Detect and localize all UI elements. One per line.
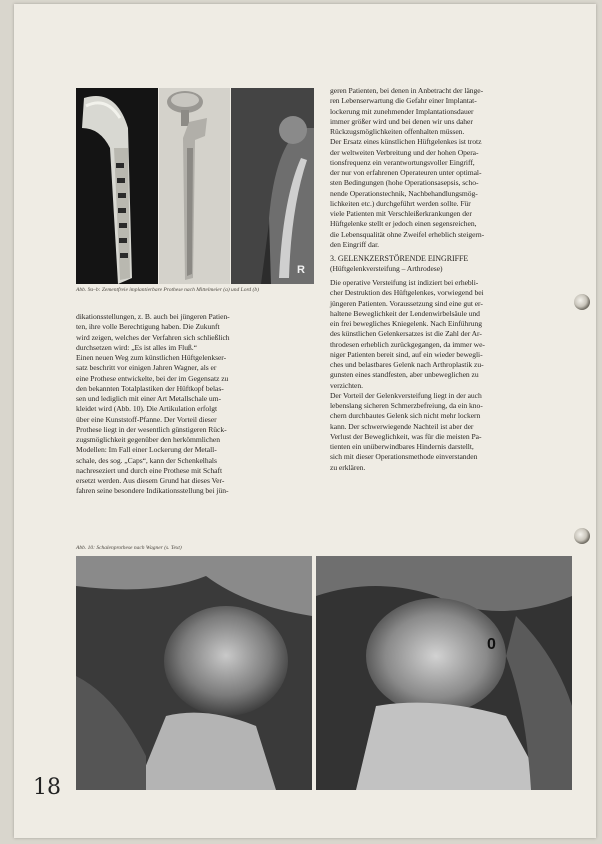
text-line: eine Prothese entwickelte, bei der im Gegensatz zu [76,373,229,383]
text-line: zu erklären. [330,462,366,472]
figure-top-caption: Abb. 9a–b: Zementfreie implantierbare Prothese nach Mittelmeier (a) und Lord (b) [76,287,259,293]
text-line: chern durchbautes Gelenk sich nicht mehr lockern [330,411,481,421]
text-line: schale, des sog. „Caps“, kann der Schenkelhals [76,455,217,465]
section-heading: 3. GELENKZERSTÖRENDE EINGRIFFE [330,254,469,263]
text-line: den bekannten Totalplastiken der Hüftkopf belas- [76,383,224,393]
text-line: zugsmöglichkeit gegenüber den herkömmlichen [76,435,220,444]
text-line: kleidet wird (Abb. 10). Die Artikulation erfolgt [76,404,218,414]
page-number: 18 [33,775,61,800]
text-line: Einen neuen Weg zum künstlichen Hüftgelenkser- [76,353,227,362]
text-line: throdesen erheblich zurückgegangen, da immer we- [330,339,485,349]
left-column-text [76,312,316,497]
text-line: kann. Der schwerwiegende Nachteil ist aber der [330,421,474,431]
xray-side-marker: R [297,264,305,276]
text-line: immer größer wird und bei denen wir uns daher [330,116,473,126]
text-line: tienten ein unüberwindbares Hindernis darstellt, [330,442,474,451]
text-line: lichkeiten etc.) durchgeführt werden sollte. Für [330,198,471,208]
text-line: Modellen: Im Fall einer Lockerung der Metall- [76,445,217,455]
text-line: den Eingriff dar. [330,239,379,249]
text-line: nachreseziert und durch eine Prothese mit Schaft [76,465,223,475]
text-line: Die operative Versteifung ist indiziert bei erhebli- [330,278,479,287]
text-line: der weltweiten Verbreitung und der hohen Opera- [330,147,479,157]
text-line: nende Operationstechnik, Nachbehandlungsmög- [330,188,478,198]
text-line: verzichten. [330,380,363,390]
text-line: geren Patienten, bei denen in Anbetracht der länge- [330,86,484,95]
text-line: viele Patienten mit Verschleißerkrankungen der [330,209,472,218]
text-line: Hüftgelenke stellt er jedoch einen segensreichen, [330,219,477,229]
text-line: ten, ihre volle Berechtigung haben. Die Zukunft [76,322,220,332]
text-line: sen und lediglich mit einer Art Metallschale um- [76,394,222,403]
text-line: Der Vorteil der Gelenkversteifung liegt in der auch [330,390,482,400]
xray-photo-left [76,556,312,790]
text-line: ren Lebenserwartung die Gefahr einer Implantat- [330,96,477,106]
text-line: lockerung mit zunehmender Implantationsdauer [330,106,474,116]
text-line: fahren seine besondere Indikationsstellung bei jün- [76,486,229,496]
text-line: satz beschritt vor einigen Jahren Wagner, als er [76,363,217,373]
text-line: gunsten eines standfesten, aber unbeweglichen zu [330,370,479,380]
xray-photo-hip [231,88,314,284]
text-line: jüngeren Patienten. Voraussetzung sind eine gut er- [330,298,483,308]
text-line: sten Bedingungen (hohe Operationsasepsis, scho- [330,178,479,188]
text-line: cher Destruktion des Hüftgelenkes, vorwiegend bei [330,288,484,298]
binder-hole-bottom [574,528,590,544]
text-line: Prothese liegt in der wesentlich günstigeren Rück- [76,424,227,434]
xray-label-marker: 0 [487,636,496,653]
text-line: tionsfrequenz ein verantwortungsvoller Eingriff, [330,157,475,167]
text-line: ersetzt werden. Aus diesem Grund hat dieses Ver- [76,476,225,485]
text-line: über eine Kunststoff-Pfanne. Der Vorteil dieser [76,414,217,424]
right-column-text [330,86,570,473]
text-line: haltene Beweglichkeit der Lendenwirbelsäule und [330,308,480,318]
text-line: die Lebensqualität ohne Zweifel erheblich steigern- [330,229,485,239]
text-line: ein frei bewegliches Kniegelenk. Nach Einführung [330,319,482,328]
text-line: Der Ersatz eines künstlichen Hüftgelenkes ist trotz [330,137,482,147]
text-line: Verlust der Beweglichkeit, was für die meisten Pa- [330,431,482,441]
text-line: Rückzugsmöglichkeiten offenhalten müssen. [330,127,465,136]
text-line: niger Patienten bereit sind, auf ein wieder bewegli- [330,349,483,359]
binder-hole-top [574,294,590,310]
text-line: durchsetzen wird: „Es ist alles im Fluß.“ [76,342,197,352]
text-line: ches und belastbares Gelenk nach Arthroplastik zu- [330,360,484,369]
prosthesis-photo-b [159,88,230,284]
section-subheading: (Hüftgelenkversteifung – Arthrodese) [330,264,443,273]
text-line: lebenslang sicheren Schmerzbefreiung, da ein kno- [330,401,483,410]
prosthesis-photo-a [76,88,158,284]
text-line: dikationsstellungen, z. B. auch bei jüngeren Patien- [76,312,230,321]
text-line: des künstlichen Gelenkersatzes ist die Zahl der Ar- [330,329,482,339]
text-line: der nur von erfahrenen Operateuren unter optimal- [330,168,482,177]
xray-photo-right [316,556,572,790]
text-line: sich mit dieser Operationsmethode einverstanden [330,452,478,462]
figure-bottom-caption: Abb. 10: Schalenprothese nach Wagner (s. Text) [76,545,182,551]
text-line: wird zeigen, welches der Verfahren sich schließlich [76,332,230,342]
